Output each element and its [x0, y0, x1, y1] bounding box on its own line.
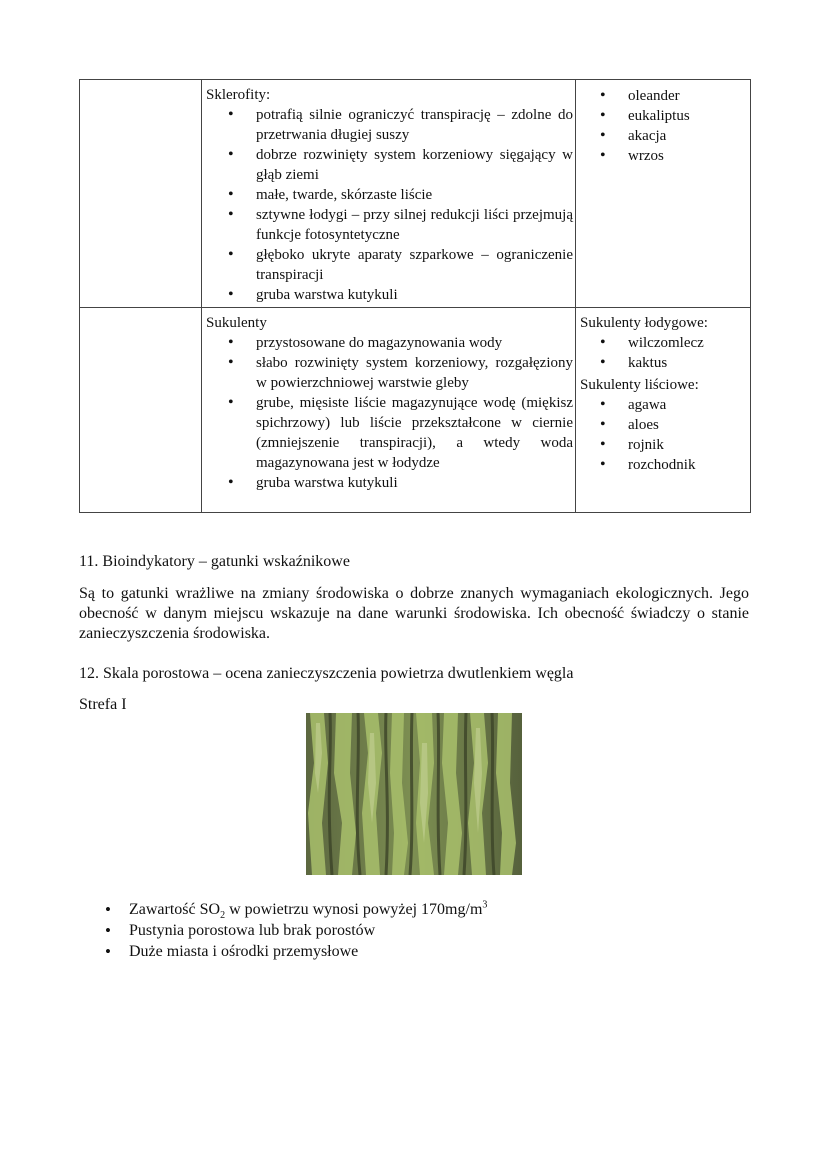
zone-label: Strefa I: [79, 696, 127, 713]
empty-category-cell: [80, 308, 202, 513]
list-item: • eukaliptus: [628, 106, 748, 126]
list-item: • głęboko ukryte aparaty szparkowe – ograniczenie transpiracji: [256, 245, 573, 285]
list-item: • wrzos: [628, 146, 748, 166]
list-item: • potrafią silnie ograniczyć transpirację – zdolne do przetrwania długiej suszy: [256, 105, 573, 145]
list-item: • oleander: [628, 86, 748, 106]
list-item: • Pustynia porostowa lub brak porostów: [129, 920, 487, 941]
zone-bullet-list: [79, 899, 487, 962]
subscript: 2: [220, 910, 226, 922]
plant-adaptation-table: [79, 79, 751, 513]
list-item: • małe, twarde, skórzaste liście: [256, 185, 573, 205]
list-item: • sztywne łodygi – przy silnej redukcji liści przejmują funkcje fotosyntetyczne: [256, 205, 573, 245]
examples-list: [576, 80, 750, 168]
features-cell: [202, 308, 576, 513]
list-item: • kaktus: [628, 353, 748, 373]
list-item: • dobrze rozwinięty system korzeniowy sięgający w głąb ziemi: [256, 145, 573, 185]
superscript: 3: [482, 899, 488, 911]
list-item: • akacja: [628, 126, 748, 146]
features-list: [202, 105, 575, 307]
so2-text-rest: w powietrzu wynosi powyżej 170mg/m: [225, 901, 483, 918]
list-item: • wilczomlecz: [628, 333, 748, 353]
section-11-title: 11. Bioindykatory – gatunki wskaźnikowe: [79, 553, 350, 570]
tree-bark-photo: [306, 713, 522, 875]
table-row: [80, 80, 751, 308]
section-11-paragraph: Są to gatunki wrażliwe na zmiany środowiska o dobrze znanych wymaganiach ekologicznych. Jego obecność w danym miejscu wskazuje na dane warunki środowiska. Ich obecność świadczy o stanie zanieczyszczenia środowiska.: [79, 585, 749, 642]
list-item: • słabo rozwinięty system korzeniowy, rozgałęziony w powierzchniowej warstwie gleby: [256, 353, 573, 393]
list-item: • agawa: [628, 395, 748, 415]
table-row: [80, 308, 751, 513]
list-item: • aloes: [628, 415, 748, 435]
examples-cell: [576, 308, 751, 513]
list-item: • grube, mięsiste liście magazynujące wodę (miękisz spichrzowy) lub liście przekształcone w ciernie (zmniejszenie transpiracji), a wtedy woda magazynowana jest w łodydze: [256, 393, 573, 473]
list-item: [129, 899, 487, 920]
row-header: Sklerofity:: [206, 87, 271, 103]
empty-category-cell: [80, 80, 202, 308]
group-label: Sukulenty liściowe:: [580, 377, 699, 393]
list-item: • rojnik: [628, 435, 748, 455]
list-item: • gruba warstwa kutykuli: [256, 285, 573, 305]
list-item: • rozchodnik: [628, 455, 748, 475]
examples-cell: [576, 80, 751, 308]
section-12-title: 12. Skala porostowa – ocena zanieczyszczenia powietrza dwutlenkiem węgla: [79, 665, 574, 682]
examples-list: [576, 395, 750, 477]
features-cell: [202, 80, 576, 308]
list-item: • gruba warstwa kutykuli: [256, 473, 573, 493]
examples-list: [576, 333, 750, 375]
list-item: • przystosowane do magazynowania wody: [256, 333, 573, 353]
row-header: Sukulenty: [206, 315, 267, 331]
so2-text: Zawartość SO: [129, 901, 221, 918]
features-list: [202, 333, 575, 495]
group-label: Sukulenty łodygowe:: [580, 315, 708, 331]
list-item: • Duże miasta i ośrodki przemysłowe: [129, 941, 487, 962]
